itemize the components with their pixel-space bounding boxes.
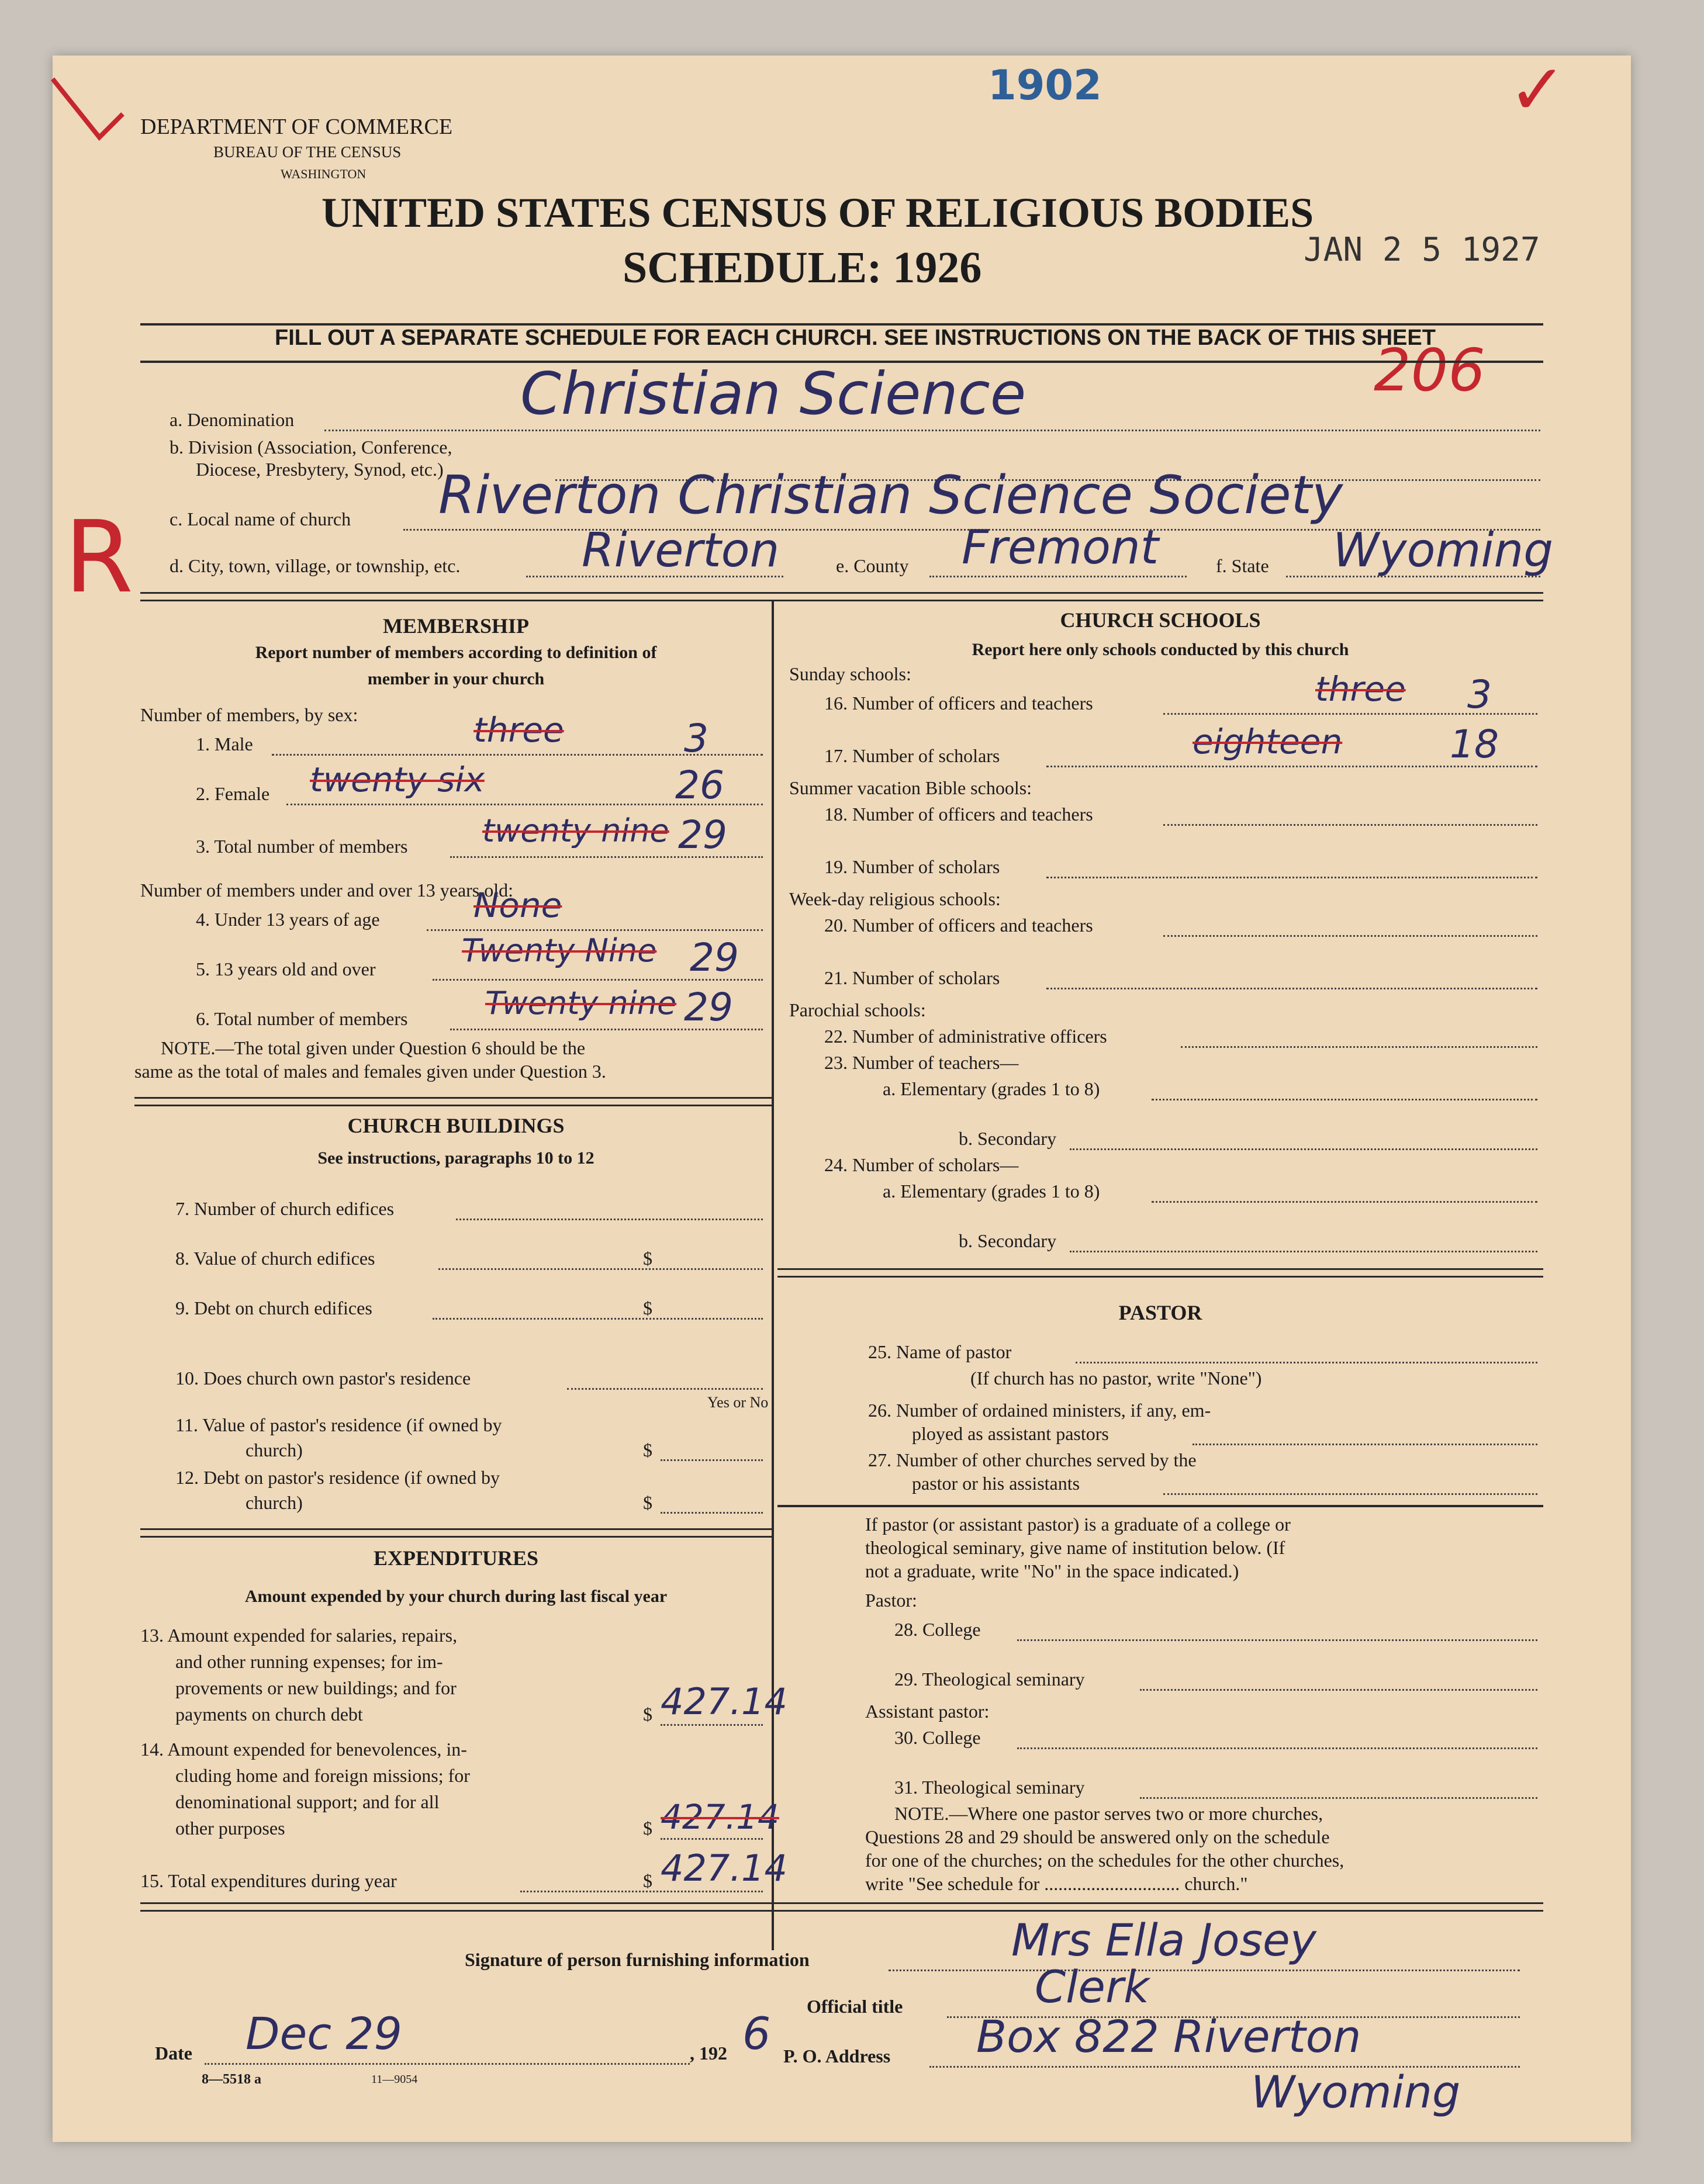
sunday-schools-heading: Sunday schools: [789,663,911,684]
official-title-label: Official title [807,1996,903,2017]
edifices-debt-label: 9. Debt on church edifices [175,1297,372,1318]
schools-subheading: Report here only schools conducted by this church [972,640,1349,659]
red-letter-mark: R [64,500,134,615]
county-label: e. County [836,555,909,576]
weekday-schools-heading: Week-day religious schools: [789,888,1001,909]
red-arrow-mark [47,73,129,149]
total-members-label: 3. Total number of members [196,836,408,857]
assistant-college-label: 30. College [894,1727,981,1748]
total-members-count: 29 [678,812,727,857]
weekday-scholars-label: 21. Number of scholars [824,967,1000,988]
membership-heading: MEMBERSHIP [382,614,529,638]
summer-schools-heading: Summer vacation Bible schools: [789,777,1032,798]
graduate-instructions-2: theological seminary, give name of institution below. (If [865,1537,1285,1558]
pastor-note-4: write "See schedule for ............................. church." [865,1873,1248,1894]
under-13-words: None [473,885,562,925]
edifices-value-label: 8. Value of church edifices [175,1248,375,1269]
po-address-value: Box 822 Riverton [976,2010,1361,2062]
running-expenses-label: 13. Amount expended for salaries, repairs, [140,1625,458,1646]
scholars-elementary-label: a. Elementary (grades 1 to 8) [883,1181,1100,1202]
bureau-city: WASHINGTON [281,167,367,181]
other-churches-label: 27. Number of other churches served by the [868,1449,1197,1470]
year-prefix: , 192 [690,2043,727,2064]
other-churches-label-cont: pastor or his assistants [912,1473,1080,1494]
state-label: f. State [1216,555,1269,576]
local-name-value: Riverton Christian Science Society [438,465,1343,526]
red-code-number: 206 [1374,336,1485,404]
graduate-instructions: If pastor (or assistant pastor) is a graduate of a college or [865,1514,1291,1535]
male-count: 3 [684,716,708,761]
summer-teachers-label: 18. Number of officers and teachers [824,804,1093,825]
parochial-schools-heading: Parochial schools: [789,999,926,1020]
sunday-scholars-label: 17. Number of scholars [824,745,1000,766]
graduate-instructions-3: not a graduate, write "No" in the space indicated.) [865,1560,1239,1581]
age-members-heading: Number of members under and over 13 years old: [140,880,514,901]
edifices-debt-dollar: $ [643,1297,652,1318]
po-address-value-2: Wyoming [1251,2066,1461,2118]
members-by-sex-heading: Number of members, by sex: [140,704,358,725]
age-total-label: 6. Total number of members [196,1008,408,1029]
total-members-words: twenty nine [482,812,669,849]
instruction-banner: FILL OUT A SEPARATE SCHEDULE FOR EACH CHURCH. SEE INSTRUCTIONS ON THE BACK OF THIS SHEET [275,326,1436,350]
residence-debt-label-cont: church) [246,1492,303,1513]
summer-scholars-label: 19. Number of scholars [824,856,1000,877]
pastor-note-2: Questions 28 and 29 should be answered only on the schedule [865,1826,1330,1847]
membership-intro: Report number of members according to definition of [255,643,657,662]
pastor-name-label: 25. Name of pastor [868,1341,1012,1362]
buildings-subheading: See instructions, paragraphs 10 to 12 [317,1148,595,1168]
red-check-mark: ✓ [1508,51,1567,129]
print-number: 11—9054 [371,2073,418,2086]
scholars-secondary-label: b. Secondary [959,1230,1057,1251]
residence-debt-dollar: $ [643,1492,652,1513]
total-expenditures-dollar: $ [643,1870,652,1891]
edifices-count-label: 7. Number of church edifices [175,1198,395,1219]
department-name: DEPARTMENT OF COMMERCE [140,115,453,139]
residence-debt-label: 12. Debt on pastor's residence (if owned by [175,1467,500,1488]
over-13-count: 29 [690,935,739,980]
sunday-teachers-label: 16. Number of officers and teachers [824,693,1093,714]
yes-no-hint: Yes or No [707,1394,769,1411]
female-label: 2. Female [196,783,270,804]
sunday-scholars-words: eighteen [1193,722,1343,762]
over-13-label: 5. 13 years old and over [196,958,376,979]
membership-note: NOTE.—The total given under Question 6 should be the [161,1037,586,1058]
buildings-heading: CHURCH BUILDINGS [347,1114,565,1137]
assistant-pastors-label-cont: ployed as assistant pastors [912,1423,1109,1444]
city-label: d. City, town, village, or township, etc. [170,555,461,576]
total-expenditures-label: 15. Total expenditures during year [140,1870,397,1891]
running-expenses-dollar: $ [643,1704,652,1725]
owns-residence-label: 10. Does church own pastor's residence [175,1368,471,1389]
teachers-elementary-label: a. Elementary (grades 1 to 8) [883,1078,1100,1099]
county-value: Fremont [962,520,1159,574]
expenditures-heading: EXPENDITURES [373,1546,539,1570]
under-13-label: 4. Under 13 years of age [196,909,380,930]
pastor-note: NOTE.—Where one pastor serves two or more churches, [894,1803,1323,1824]
sunday-scholars-count: 18 [1450,722,1499,767]
division-label-cont: Diocese, Presbytery, Synod, etc.) [196,459,444,480]
residence-value-label-cont: church) [246,1439,303,1460]
assistant-pastor-subheading: Assistant pastor: [865,1701,990,1722]
pastor-name-hint: (If church has no pastor, write "None") [970,1368,1262,1389]
benevolences-label: 14. Amount expended for benevolences, in- [140,1739,467,1760]
parochial-teachers-label: 23. Number of teachers— [824,1052,1019,1073]
benevolences-label-2: cluding home and foreign missions; for [175,1765,470,1786]
age-total-count: 29 [684,985,733,1030]
male-words: three [473,710,564,750]
form-title: UNITED STATES CENSUS OF RELIGIOUS BODIES [322,189,1314,236]
expenditures-subheading: Amount expended by your church during last fiscal year [244,1587,668,1606]
city-value: Riverton [582,523,780,577]
benevolences-value: 427.14 [661,1797,779,1837]
female-words: twenty six [310,760,485,799]
date-label: Date [155,2043,192,2064]
over-13-words: Twenty Nine [462,932,657,969]
residence-value-dollar: $ [643,1439,652,1460]
running-expenses-label-2: and other running expenses; for im- [175,1651,443,1672]
stamp-number: 1902 [988,61,1102,109]
year-value: 6 [742,2008,771,2060]
bureau-name: BUREAU OF THE CENSUS [213,143,402,161]
assistant-pastors-label: 26. Number of ordained ministers, if any, em- [868,1400,1211,1421]
membership-note-cont: same as the total of males and females given under Question 3. [134,1061,606,1082]
signature-value: Mrs Ella Josey [1011,1914,1316,1966]
denomination-label: a. Denomination [170,409,295,430]
division-label: b. Division (Association, Conference, [170,437,452,458]
pastor-seminary-label: 29. Theological seminary [894,1669,1085,1690]
state-value: Wyoming [1333,523,1554,577]
age-total-words: Twenty nine [485,985,677,1022]
received-date-stamp: JAN 2 5 1927 [1304,231,1540,269]
pastor-subheading: Pastor: [865,1590,917,1611]
po-address-label: P. O. Address [783,2045,891,2067]
form-number: 8—5518 a [202,2072,261,2087]
sunday-teachers-words: three [1315,669,1406,709]
parochial-officers-label: 22. Number of administrative officers [824,1026,1107,1047]
edifices-value-dollar: $ [643,1248,652,1269]
running-expenses-label-3: provements or new buildings; and for [175,1677,457,1698]
signature-label: Signature of person furnishing information [465,1949,810,1970]
schedule-title: SCHEDULE: 1926 [623,243,982,292]
pastor-college-label: 28. College [894,1619,981,1640]
weekday-teachers-label: 20. Number of officers and teachers [824,915,1093,936]
local-name-label: c. Local name of church [170,508,351,529]
female-count: 26 [675,763,724,808]
male-label: 1. Male [196,733,253,754]
pastor-note-3: for one of the churches; on the schedules for the other churches, [865,1850,1344,1871]
date-value: Dec 29 [246,2008,402,2060]
schools-heading: CHURCH SCHOOLS [1060,608,1261,632]
total-expenditures-value: 427.14 [661,1847,787,1889]
residence-value-label: 11. Value of pastor's residence (if owned by [175,1414,502,1435]
teachers-secondary-label: b. Secondary [959,1128,1057,1149]
benevolences-label-4: other purposes [175,1818,285,1839]
parochial-scholars-label: 24. Number of scholars— [824,1154,1019,1175]
benevolences-label-3: denominational support; and for all [175,1791,440,1812]
assistant-seminary-label: 31. Theological seminary [894,1777,1085,1798]
official-title-value: Clerk [1035,1961,1150,2013]
pastor-heading: PASTOR [1118,1301,1202,1324]
column-divider [772,600,774,1950]
running-expenses-label-4: payments on church debt [175,1704,363,1725]
benevolences-dollar: $ [643,1818,652,1839]
running-expenses-value: 427.14 [661,1680,787,1723]
denomination-value: Christian Science [520,359,1026,428]
sunday-teachers-count: 3 [1467,672,1492,717]
membership-intro-cont: member in your church [367,669,545,688]
census-form-sheet [53,51,1631,2142]
